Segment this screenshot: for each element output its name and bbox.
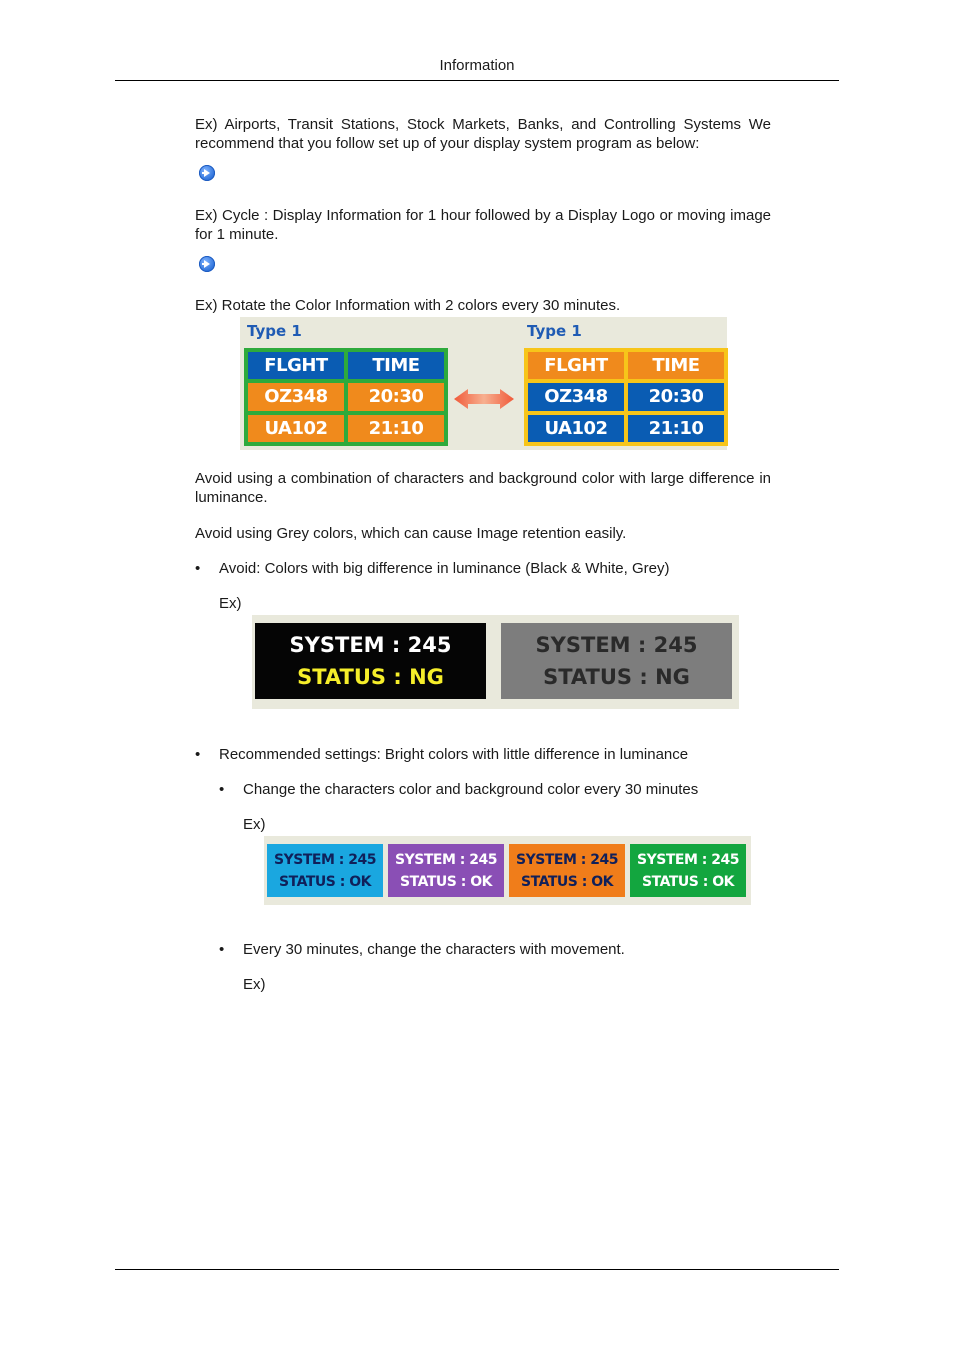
status-line: STATUS : OK	[521, 873, 613, 890]
system-line: SYSTEM : 245	[289, 633, 452, 657]
type-label-left: Type 1	[247, 322, 302, 340]
ex-label: Ex)	[219, 595, 242, 612]
intro-paragraph-2: Ex) Cycle : Display Information for 1 hour followed by a Display Logo or moving image for 1 minute.	[195, 207, 771, 243]
intro-paragraph-3: Ex) Rotate the Color Information with 2 colors every 30 minutes.	[195, 297, 621, 314]
bullet-recommended-text: Recommended settings: Bright colors with little difference in luminance	[219, 746, 689, 763]
status-line: STATUS : NG	[543, 665, 690, 689]
system-line: SYSTEM : 245	[516, 851, 618, 868]
board-cell: 20:30	[348, 383, 444, 410]
status-ok-box-orange	[509, 844, 625, 897]
bullet-glyph: •	[195, 560, 201, 577]
status-line: STATUS : OK	[642, 873, 734, 890]
arrow-right-icon	[199, 256, 215, 272]
page-header-title: Information	[439, 57, 515, 74]
board-cell: OZ348	[528, 383, 624, 410]
bullet-glyph: •	[195, 746, 201, 763]
board-cell: 20:30	[628, 383, 724, 410]
ex-label: Ex)	[243, 976, 266, 993]
status-ok-box-blue	[267, 844, 383, 897]
board-cell: TIME	[628, 352, 724, 379]
arrow-right-icon	[199, 165, 215, 181]
system-line: SYSTEM : 245	[637, 851, 739, 868]
board-cell: OZ348	[248, 383, 344, 410]
recommended-example-image	[264, 836, 751, 905]
board-cell: 21:10	[348, 415, 444, 442]
color-rotation-example	[240, 317, 727, 450]
status-line: STATUS : OK	[400, 873, 492, 890]
sub-bullet-change-colors-text: Change the characters color and background color every 30 minutes	[243, 781, 699, 798]
intro-paragraph-1: Ex) Airports, Transit Stations, Stock Markets, Banks, and Controlling Systems We recommend that you follow set up of your display system program as below:	[195, 116, 771, 152]
system-line: SYSTEM : 245	[395, 851, 497, 868]
status-ok-box-green	[630, 844, 746, 897]
avoid-paragraph-2: Avoid using Grey colors, which can cause Image retention easily.	[195, 525, 627, 542]
board-cell: 21:10	[628, 415, 724, 442]
status-line: STATUS : OK	[279, 873, 371, 890]
bullet-avoid-text: Avoid: Colors with big difference in luminance (Black & White, Grey)	[219, 560, 670, 577]
ex-label: Ex)	[243, 816, 266, 833]
system-line: SYSTEM : 245	[535, 633, 698, 657]
board-cell: FLGHT	[248, 352, 344, 379]
flight-board-type1-yellow	[524, 348, 728, 446]
status-line: STATUS : NG	[297, 665, 444, 689]
board-cell: TIME	[348, 352, 444, 379]
footer-rule	[115, 1269, 839, 1270]
black-system-box	[255, 623, 486, 699]
avoid-paragraph-1: Avoid using a combination of characters and background color with large difference in luminance.	[195, 470, 771, 506]
double-arrow-icon	[454, 389, 514, 409]
header-rule	[115, 80, 839, 81]
type-label-right: Type 1	[527, 322, 582, 340]
grey-system-box	[501, 623, 732, 699]
avoid-example-image	[252, 615, 739, 709]
board-cell: FLGHT	[528, 352, 624, 379]
flight-board-type1-green	[244, 348, 448, 446]
bullet-glyph: •	[219, 781, 225, 798]
sub-bullet-movement-text: Every 30 minutes, change the characters with movement.	[243, 941, 625, 958]
board-cell: UA102	[248, 415, 344, 442]
board-cell: UA102	[528, 415, 624, 442]
system-line: SYSTEM : 245	[274, 851, 376, 868]
status-ok-box-purple	[388, 844, 504, 897]
bullet-glyph: •	[219, 941, 225, 958]
